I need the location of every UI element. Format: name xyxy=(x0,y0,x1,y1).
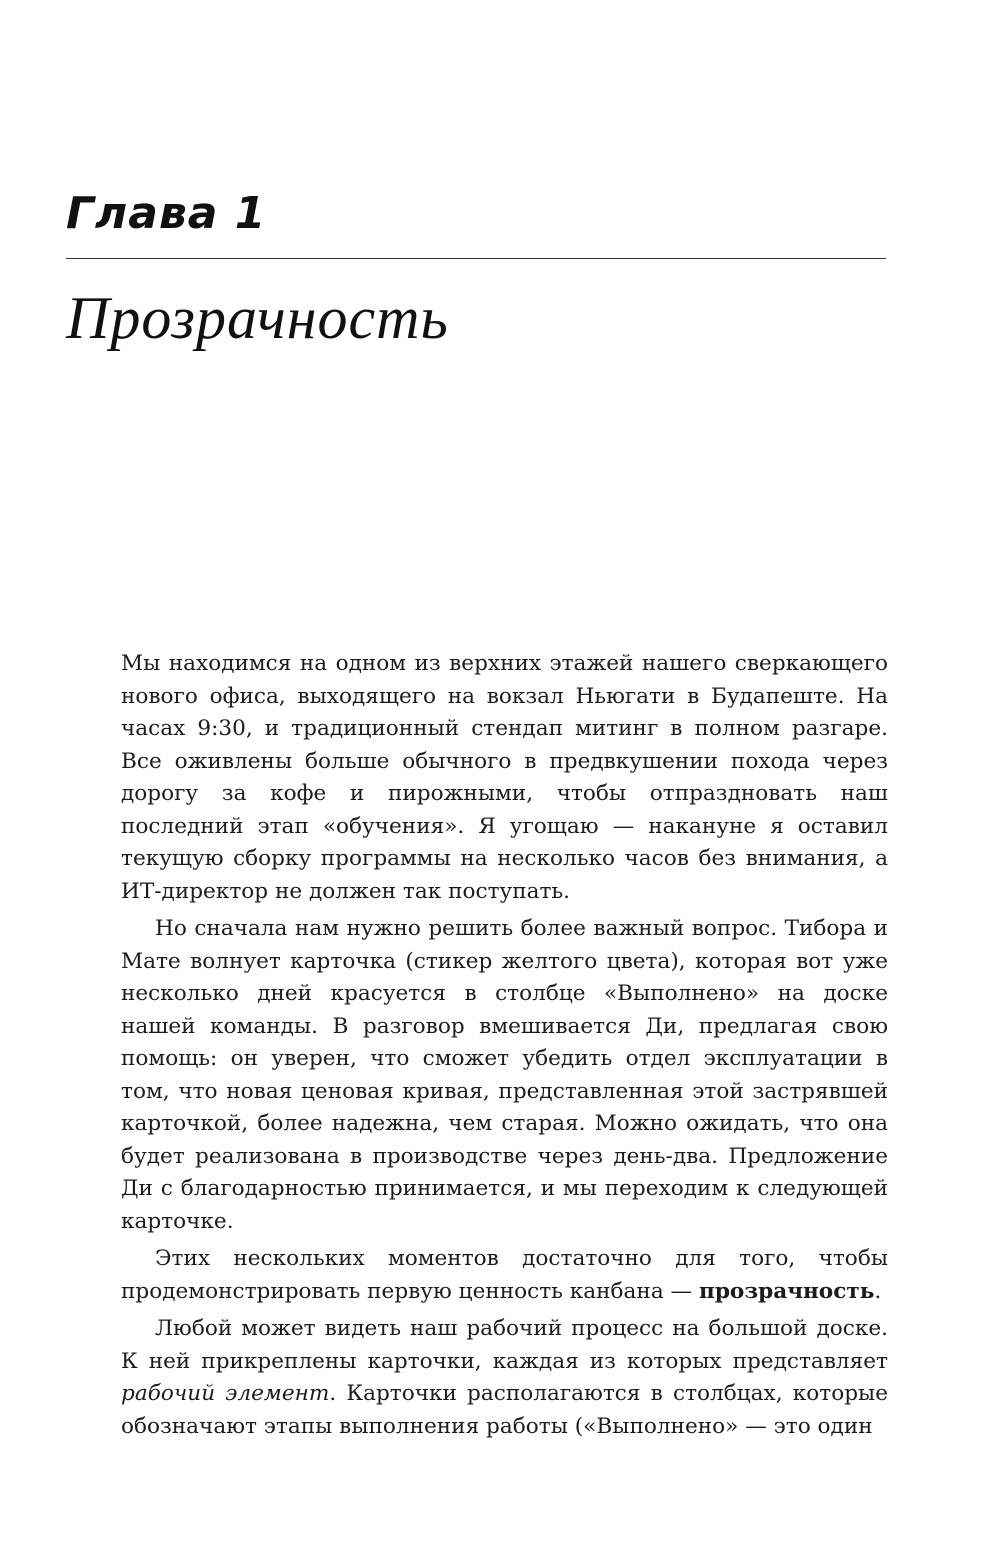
paragraph-4 xyxy=(121,1313,888,1443)
paragraph-3-text: Этих нескольких моментов достаточно для того, чтобы продемонстрировать первую ценность канбана — xyxy=(121,1246,888,1304)
paragraph-2: Но сначала нам нужно решить более важный вопрос. Тибора и Мате волнует карточка (стикер желтого цвета), которая вот уже несколько дней красуется в столбце «Выполнено» на доске нашей команды. В разговор вмешивается Ди, предлагая свою помощь: он уверен, что сможет убедить отдел эксплуатации в том, что новая ценовая кривая, представленная этой застрявшей карточкой, более надежна, чем старая. Можно ожидать, что она будет реализована в производстве через день-два. Предложение Ди с благодарностью принимается, и мы переходим к следующей карточке. xyxy=(121,916,888,1234)
term-transparency: прозрачность xyxy=(699,1278,875,1304)
paragraph-3-end: . xyxy=(874,1278,882,1304)
paragraph-4-text: Любой может видеть наш рабочий процесс на большой доске. К ней прикреплены карточки, каждая из которых представляет xyxy=(121,1316,888,1374)
chapter-title: Прозрачность xyxy=(66,285,449,351)
chapter-body xyxy=(121,648,888,1443)
paragraph-3 xyxy=(121,1243,888,1308)
paragraph-1: Мы находимся на одном из верхних этажей нашего сверкающего нового офиса, выходящего на вокзал Ньюгати в Будапеште. На часах 9:30, и традиционный стендап митинг в полном разгаре. Все оживлены больше обычного в предвкушении похода через дорогу за кофе и пирожными, чтобы отпраздновать наш последний этап «обучения». Я угощаю — накануне я оставил текущую сборку программы на несколько часов без внимания, а ИТ-директор не должен так поступать. xyxy=(121,651,888,904)
term-work-item: рабочий элемент xyxy=(121,1381,330,1406)
chapter-divider xyxy=(66,258,886,259)
paragraph-4-end: . Карточки располагаются в столбцах, которые обозначают этапы выполнения работы («Выполнено» — это один xyxy=(121,1381,888,1439)
chapter-label: Глава 1 xyxy=(66,188,267,239)
